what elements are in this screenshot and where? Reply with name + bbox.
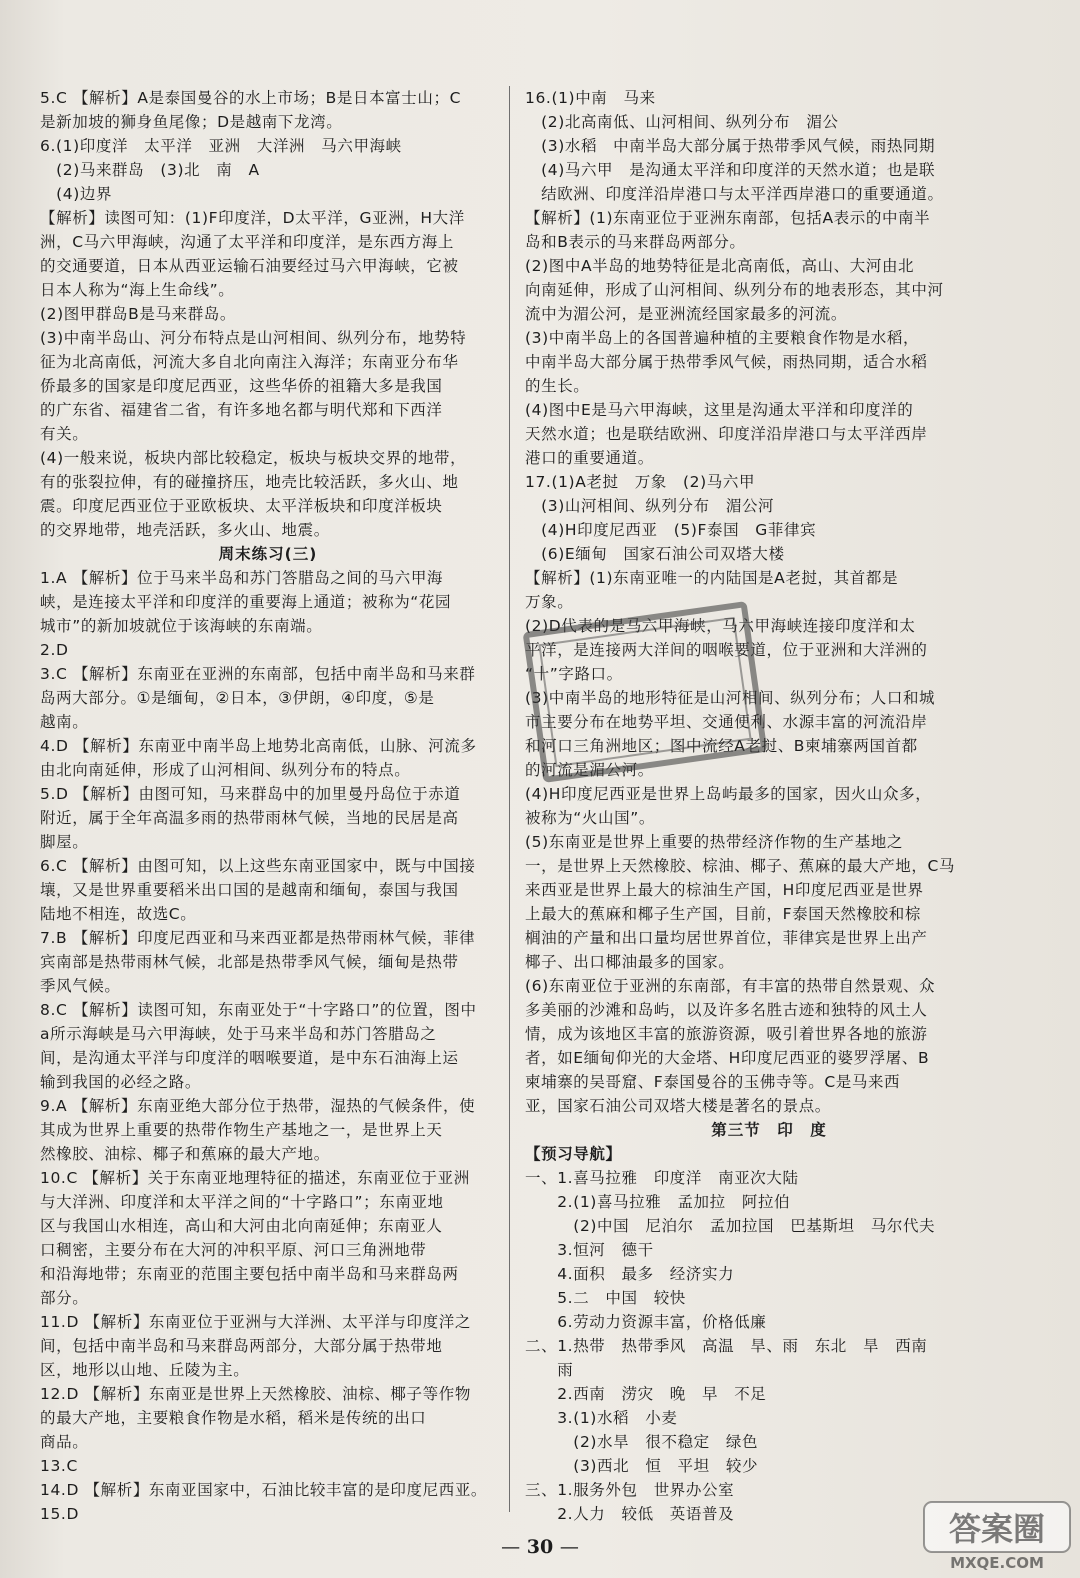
text-line: 流中为湄公河，是亚洲流经国家最多的河流。: [525, 305, 848, 323]
text-line: 附近，属于全年高温多雨的热带雨林气候，当地的民居是高: [40, 809, 459, 827]
text-line: 1.A 【解析】位于马来半岛和苏门答腊岛之间的马六甲海: [40, 569, 444, 587]
right-column: [525, 86, 1013, 1526]
text-line: (2)北高南低、山河相间、纵列分布 湄公: [525, 113, 839, 131]
text-line: 被称为“火山国”。: [525, 809, 655, 827]
text-line: 6.劳动力资源丰富，价格低廉: [525, 1313, 767, 1331]
text-line: (2)图甲群岛B是马来群岛。: [40, 305, 236, 323]
text-line: 和河口三角洲地区；图中流经A老挝、B柬埔寨两国首都: [525, 737, 918, 755]
text-line: 洲，C马六甲海峡，沟通了太平洋和印度洋，是东西方海上: [40, 233, 454, 251]
text-line: 上最大的蕉麻和椰子生产国，目前，F泰国天然橡胶和棕: [525, 905, 921, 923]
text-line: 2.西南 涝灾 晚 早 不足: [525, 1385, 767, 1403]
text-line: (6)E缅甸 国家石油公司双塔大楼: [525, 545, 785, 563]
text-line: 然橡胶、油棕、椰子和蕉麻的最大产地。: [40, 1145, 330, 1163]
section-heading: 第三节 印 度: [711, 1121, 827, 1139]
text-line: 5.C 【解析】A是泰国曼谷的水上市场；B是日本富士山；C: [40, 89, 461, 107]
text-line: 三、1.服务外包 世界办公室: [525, 1481, 735, 1499]
text-line: 者，如E缅甸仰光的大金塔、H印度尼西亚的婆罗浮屠、B: [525, 1049, 930, 1067]
text-line: 峡，是连接太平洋和印度洋的重要海上通道；被称为“花园: [40, 593, 452, 611]
text-line: 5.二 中国 较快: [525, 1289, 686, 1307]
text-line: 商品。: [40, 1433, 89, 1451]
text-line: 3.恒河 德干: [525, 1241, 654, 1259]
text-line: 中南半岛大部分属于热带季风气候，雨热同期，适合水稻: [525, 353, 928, 371]
text-line: 2.D: [40, 641, 69, 659]
text-line: 脚屋。: [40, 833, 89, 851]
text-line: 其成为世界上重要的热带作物生产基地之一，是世界上天: [40, 1121, 443, 1139]
text-line: 与大洋洲、印度洋和太平洋之间的“十字路口”；东南亚地: [40, 1193, 444, 1211]
text-line: 4.面积 最多 经济实力: [525, 1265, 735, 1283]
text-line: 3.(1)水稻 小麦: [525, 1409, 678, 1427]
text-line: 陆地不相连，故选C。: [40, 905, 197, 923]
text-line: 一，是世界上天然橡胶、棕油、椰子、蕉麻的最大产地，C马: [525, 857, 956, 875]
text-line: 13.C: [40, 1457, 78, 1475]
text-line: (4)H印度尼西亚是世界上岛屿最多的国家，因火山众多，: [525, 785, 932, 803]
text-line: 【解析】(1)东南亚唯一的内陆国是A老挝，其首都是: [525, 569, 899, 587]
text-line: 季风气候。: [40, 977, 121, 995]
text-line: 征为北高南低，河流大多自北向南注入海洋；东南亚分布华: [40, 353, 459, 371]
text-line: 多美丽的沙滩和岛屿，以及许多名胜古迹和独特的风土人: [525, 1001, 928, 1019]
text-line: 榈油的产量和出口量均居世界首位，菲律宾是世界上出产: [525, 929, 928, 947]
text-line: 9.A 【解析】东南亚绝大部分位于热带，湿热的气候条件，使: [40, 1097, 476, 1115]
text-line: 6.(1)印度洋 太平洋 亚洲 大洋洲 马六甲海峡: [40, 137, 402, 155]
text-line: 二、1.热带 热带季风 高温 旱、雨 东北 旱 西南: [525, 1337, 928, 1355]
text-line: 区与我国山水相连，高山和大河由北向南延伸；东南亚人: [40, 1217, 443, 1235]
text-line: 区，地形以山地、丘陵为主。: [40, 1361, 250, 1379]
text-line: 2.(1)喜马拉雅 孟加拉 阿拉伯: [525, 1193, 791, 1211]
text-line: 间，包括中南半岛和马来群岛两部分，大部分属于热带地: [40, 1337, 443, 1355]
watermark-title: 答案圈: [948, 1510, 1046, 1548]
text-line: 12.D 【解析】东南亚是世界上天然橡胶、油棕、椰子等作物: [40, 1385, 471, 1403]
text-line: (4)一般来说，板块内部比较稳定，板块与板块交界的地带，: [40, 449, 467, 467]
text-line: 14.D 【解析】东南亚国家中，石油比较丰富的是印度尼西亚。: [40, 1481, 488, 1499]
text-line: 柬埔寨的吴哥窟、F泰国曼谷的玉佛寺等。C是马来西: [525, 1073, 901, 1091]
text-line: 椰子、出口椰油最多的国家。: [525, 953, 735, 971]
text-line: 的广东省、福建省二省，有许多地名都与明代郑和下西洋: [40, 401, 443, 419]
text-line: 市主要分布在地势平坦、交通便利、水源丰富的河流沿岸: [525, 713, 928, 731]
text-line: 11.D 【解析】东南亚位于亚洲与大洋洲、太平洋与印度洋之: [40, 1313, 471, 1331]
text-line: 17.(1)A老挝 万象 (2)马六甲: [525, 473, 756, 491]
text-line: 平洋，是连接两大洋间的咽喉要道，位于亚洲和大洋洲的: [525, 641, 928, 659]
text-line: (5)东南亚是世界上重要的热带经济作物的生产基地之: [525, 833, 903, 851]
text-line: a所示海峡是马六甲海峡，处于马来半岛和苏门答腊岛之: [40, 1025, 437, 1043]
text-line: 【解析】读图可知：(1)F印度洋，D太平洋，G亚洲，H大洋: [40, 209, 465, 227]
text-line: (3)山河相间、纵列分布 湄公河: [525, 497, 775, 515]
text-line: 4.D 【解析】东南亚中南半岛上地势北高南低，山脉、河流多: [40, 737, 477, 755]
page-number: — 30 —: [501, 1536, 579, 1558]
text-line: 5.D 【解析】由图可知，马来群岛中的加里曼丹岛位于赤道: [40, 785, 461, 803]
text-line: (2)中国 尼泊尔 孟加拉国 巴基斯坦 马尔代夫: [525, 1217, 936, 1235]
text-line: (3)中南半岛上的各国普遍种植的主要粮食作物是水稻，: [525, 329, 920, 347]
text-line: (2)水旱 很不稳定 绿色: [525, 1433, 759, 1451]
watermark-logo: [922, 1498, 1072, 1572]
watermark-url: MXQE.COM: [950, 1554, 1044, 1572]
page-number-value: 30: [526, 1536, 554, 1558]
text-line: 雨: [525, 1361, 574, 1379]
text-line: 一、1.喜马拉雅 印度洋 南亚次大陆: [525, 1169, 799, 1187]
text-line: 和沿海地带；东南亚的范围主要包括中南半岛和马来群岛两: [40, 1265, 459, 1283]
text-line: 的最大产地，主要粮食作物是水稻，稻米是传统的出口: [40, 1409, 427, 1427]
text-line: 岛两大部分。①是缅甸，②日本，③伊朗，④印度，⑤是: [40, 689, 435, 707]
text-line: (4)马六甲 是沟通太平洋和印度洋的天然水道；也是联: [525, 161, 936, 179]
text-line: 越南。: [40, 713, 89, 731]
text-line: 部分。: [40, 1289, 89, 1307]
section-heading: 周末练习(三): [218, 545, 318, 563]
text-line: 15.D: [40, 1505, 79, 1523]
text-line: 10.C 【解析】关于东南亚地理特征的描述，东南亚位于亚洲: [40, 1169, 470, 1187]
text-line: 是新加坡的狮身鱼尾像；D是越南下龙湾。: [40, 113, 343, 131]
text-line: (3)水稻 中南半岛大部分属于热带季风气候，雨热同期: [525, 137, 936, 155]
text-line: 结欧洲、印度洋沿岸港口与太平洋西岸港口的重要通道。: [525, 185, 944, 203]
text-line: (4)边界: [40, 185, 113, 203]
column-divider: [509, 86, 510, 1512]
text-line: 2.人力 较低 英语普及: [525, 1505, 735, 1523]
text-line: (2)D代表的是马六甲海峡，马六甲海峡连接印度洋和太: [525, 617, 916, 635]
text-line: 港口的重要通道。: [525, 449, 654, 467]
text-line: 3.C 【解析】东南亚在亚洲的东南部，包括中南半岛和马来群: [40, 665, 476, 683]
text-line: 万象。: [525, 593, 574, 611]
text-line: (3)中南半岛山、河分布特点是山河相间、纵列分布，地势特: [40, 329, 467, 347]
text-line: 情，成为该地区丰富的旅游资源，吸引着世界各地的旅游: [525, 1025, 928, 1043]
text-line: 6.C 【解析】由图可知，以上这些东南亚国家中，既与中国接: [40, 857, 476, 875]
text-line: (6)东南亚位于亚洲的东南部，有丰富的热带自然景观、众: [525, 977, 936, 995]
text-line: 16.(1)中南 马来: [525, 89, 656, 107]
text-line: (2)图中A半岛的地势特征是北高南低，高山、大河由北: [525, 257, 915, 275]
text-line: 输到我国的必经之路。: [40, 1073, 202, 1091]
left-column: [40, 86, 496, 1526]
text-line: 震。印度尼西亚位于亚欧板块、太平洋板块和印度洋板块: [40, 497, 443, 515]
text-line: (2)马来群岛 (3)北 南 A: [40, 161, 260, 179]
text-line: 【解析】(1)东南亚位于亚洲东南部，包括A表示的中南半: [525, 209, 931, 227]
text-line: 的河流是湄公河。: [525, 761, 654, 779]
text-line: 【预习导航】: [525, 1145, 622, 1163]
text-line: 岛和B表示的马来群岛两部分。: [525, 233, 746, 251]
text-line: 亚，国家石油公司双塔大楼是著名的景点。: [525, 1097, 831, 1115]
text-line: 由北向南延伸，形成了山河相间、纵列分布的特点。: [40, 761, 411, 779]
text-line: 日本人称为“海上生命线”。: [40, 281, 235, 299]
text-line: 口稠密，主要分布在大河的冲积平原、河口三角洲地带: [40, 1241, 427, 1259]
text-line: (4)H印度尼西亚 (5)F泰国 G菲律宾: [525, 521, 817, 539]
library-stamp: [523, 601, 768, 783]
text-line: 城市”的新加坡就位于该海峡的东南端。: [40, 617, 323, 635]
text-line: 7.B 【解析】印度尼西亚和马来西亚都是热带雨林气候，菲律: [40, 929, 476, 947]
text-line: 的交通要道，日本从西亚运输石油要经过马六甲海峡，它被: [40, 257, 459, 275]
text-line: 天然水道；也是联结欧洲、印度洋沿岸港口与太平洋西岸: [525, 425, 928, 443]
text-line: 壤，又是世界重要稻米出口国的是越南和缅甸，泰国与我国: [40, 881, 459, 899]
text-line: (3)西北 恒 平坦 较少: [525, 1457, 759, 1475]
text-line: 有关。: [40, 425, 89, 443]
text-line: 有的张裂拉伸，有的碰撞挤压，地壳比较活跃，多火山、地: [40, 473, 459, 491]
text-line: 来西亚是世界上最大的棕油生产国，H印度尼西亚是世界: [525, 881, 924, 899]
text-line: 向南延伸，形成了山河相间、纵列分布的地表形态，其中河: [525, 281, 944, 299]
text-line: (3)中南半岛的地形特征是山河相间、纵列分布；人口和城: [525, 689, 936, 707]
text-line: (4)图中E是马六甲海峡，这里是沟通太平洋和印度洋的: [525, 401, 914, 419]
text-line: 的生长。: [525, 377, 590, 395]
text-line: 宾南部是热带雨林气候，北部是热带季风气候，缅甸是热带: [40, 953, 459, 971]
text-line: 侨最多的国家是印度尼西亚，这些华侨的祖籍大多是我国: [40, 377, 443, 395]
text-line: 的交界地带，地壳活跃，多火山、地震。: [40, 521, 330, 539]
text-line: 8.C 【解析】读图可知，东南亚处于“十字路口”的位置，图中: [40, 1001, 477, 1019]
text-line: “十”字路口。: [525, 665, 623, 683]
text-line: 间，是沟通太平洋与印度洋的咽喉要道，是中东石油海上运: [40, 1049, 459, 1067]
